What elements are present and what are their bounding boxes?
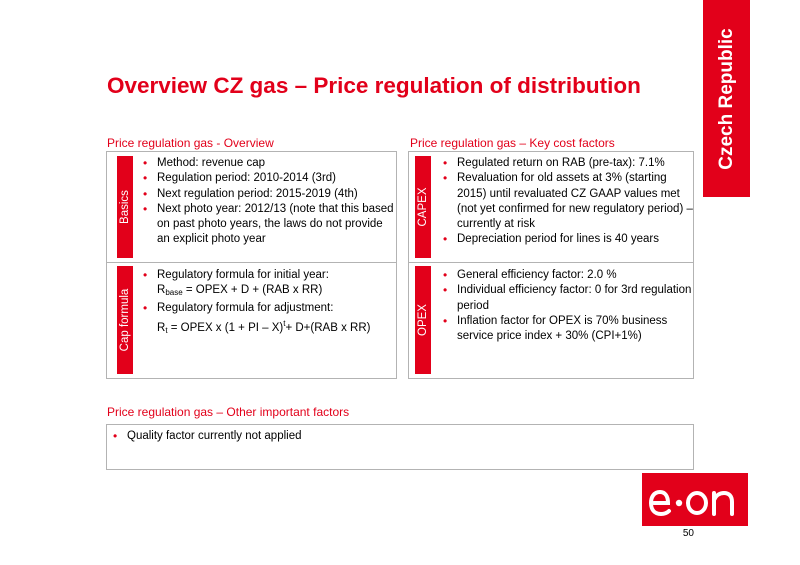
adjustment-formula [157, 316, 397, 338]
formula-subscript: t [165, 325, 168, 335]
country-tab [703, 0, 750, 197]
logo-letter-e [651, 492, 669, 514]
cap-formula-label: Cap formula [119, 288, 131, 352]
list-item: • Regulated return on RAB (pre-tax): 7.1% [443, 156, 693, 171]
divider [409, 262, 693, 263]
list-item: • Next photo year: 2012/13 (note that this based on past photo years, the laws do not provide an explicit photo year [143, 202, 395, 248]
list-item: • Revaluation for old assets at 3% (starting 2015) until revaluated CZ GAAP values met (not yet confirmed for new regulatory period) – currently at risk [443, 171, 693, 232]
list-item: • Next regulation period: 2015-2019 (4th) [143, 187, 395, 202]
eon-logo-mark [642, 473, 748, 526]
initial-formula [157, 283, 397, 300]
formula-caption: Regulatory formula for adjustment: [157, 301, 334, 314]
eon-logo [642, 473, 748, 526]
basics-label-tab [117, 156, 133, 258]
basics-label: Basics [119, 190, 131, 224]
opex-label-tab [415, 266, 431, 374]
list-item [143, 301, 397, 339]
capex-label-tab [415, 156, 431, 258]
capex-label: CAPEX [417, 187, 429, 227]
opex-label: OPEX [417, 304, 429, 336]
cap-formula-label-tab [117, 266, 133, 374]
logo-letter-o [688, 493, 706, 513]
country-label: Czech Republic [715, 27, 737, 170]
list-item [143, 268, 397, 301]
page-number: 50 [682, 528, 694, 539]
formula-body: = OPEX + D + (RAB x RR) [182, 284, 323, 297]
key-cost-factors-heading: Price regulation gas – Key cost factors [410, 136, 615, 150]
cap-formula-list [143, 268, 397, 338]
formula-symbol: R [157, 284, 166, 297]
list-item: • Individual efficiency factor: 0 for 3rd regulation period [443, 283, 693, 314]
list-item: • Inflation factor for OPEX is 70% business service price index + 30% (CPI+1%) [443, 314, 693, 345]
capex-list [443, 156, 693, 248]
list-item: • Depreciation period for lines is 40 years [443, 232, 693, 247]
formula-caption: Regulatory formula for initial year: [157, 269, 329, 281]
other-factors-panel [106, 424, 694, 470]
list-item: • Quality factor currently not applied [113, 429, 683, 444]
logo-letter-n [714, 493, 732, 514]
formula-subscript: base [165, 288, 183, 298]
opex-list [443, 268, 693, 344]
list-item: • Method: revenue cap [143, 156, 395, 171]
formula-superscript: t [283, 318, 286, 328]
overview-panel [106, 151, 397, 379]
overview-heading: Price regulation gas - Overview [107, 136, 274, 150]
other-factors-heading: Price regulation gas – Other important factors [107, 405, 350, 419]
key-cost-factors-panel [408, 151, 694, 379]
other-factors-list [113, 429, 683, 444]
formula-body: + D+(RAB x RR) [285, 321, 371, 334]
list-item: • Regulation period: 2010-2014 (3rd) [143, 171, 395, 186]
list-item: • General efficiency factor: 2.0 % [443, 268, 693, 283]
logo-dot [676, 500, 682, 506]
basics-list [143, 156, 395, 248]
divider [107, 262, 396, 263]
page-title: Overview CZ gas – Price regulation of distribution [107, 73, 641, 98]
formula-symbol: R [157, 321, 166, 334]
formula-body: = OPEX x (1 + PI – X) [167, 321, 284, 334]
